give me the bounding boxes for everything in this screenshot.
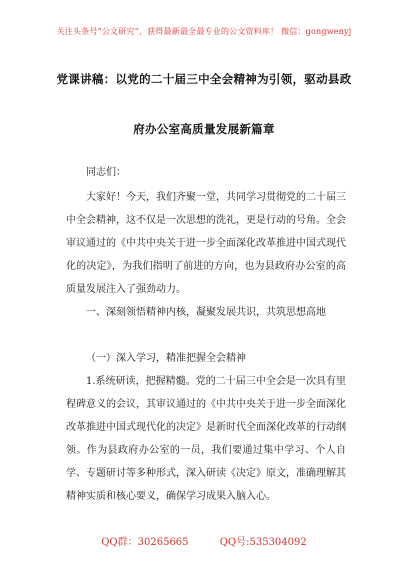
point-1-paragraph: 1.系统研读，把握精髓。党的二十届三中全会是一次具有里程碑意义的会议，其审议通过的《中共中央关于进一步全面深化改革推进中国式现代化的决定》是新时代全面深化改革的行动纲领。作为县政府办公室的一员，我们要通过集中学习、个人自学、专题研讨等多种形式，深入研读《决定》原文，准确理解其精神实质和核心要义，确保学习成果入脑入心。 — [66, 376, 346, 502]
intro-paragraph: 大家好！今天，我们齐聚一堂，共同学习贯彻党的二十届三中全会精神，这不仅是一次思想的洗礼，更是行动的号角。全会审议通过的《中共中央关于进一步全面深化改革推进中国式现代化的决定》，为我们指明了前进的方向，也为县政府办公室的高质量发展注入了强劲动力。 — [66, 192, 346, 295]
section-1-heading: 一、深刻领悟精神内核，凝聚发展共识，共筑思想高地 — [86, 307, 326, 318]
subsection-1-heading: （一）深入学习，精准把握全会精神 — [86, 353, 246, 364]
greeting: 同志们： — [86, 167, 126, 178]
footer-contact — [0, 533, 408, 548]
document-title-line-1: 党课讲稿：以党的二十届三中全会精神为引领，驱动县政 — [56, 72, 352, 86]
header-banner: 关注头条号“公文研究”，获得最新最全最专业的公文资料库！ 微信：gongwenyj — [56, 27, 352, 36]
document-title-line-2: 府办公室高质量发展新篇章 — [133, 122, 275, 136]
footer-qq: QQ号:535304092 — [219, 537, 307, 548]
footer-qq-group: QQ群：30265665 — [101, 537, 189, 548]
